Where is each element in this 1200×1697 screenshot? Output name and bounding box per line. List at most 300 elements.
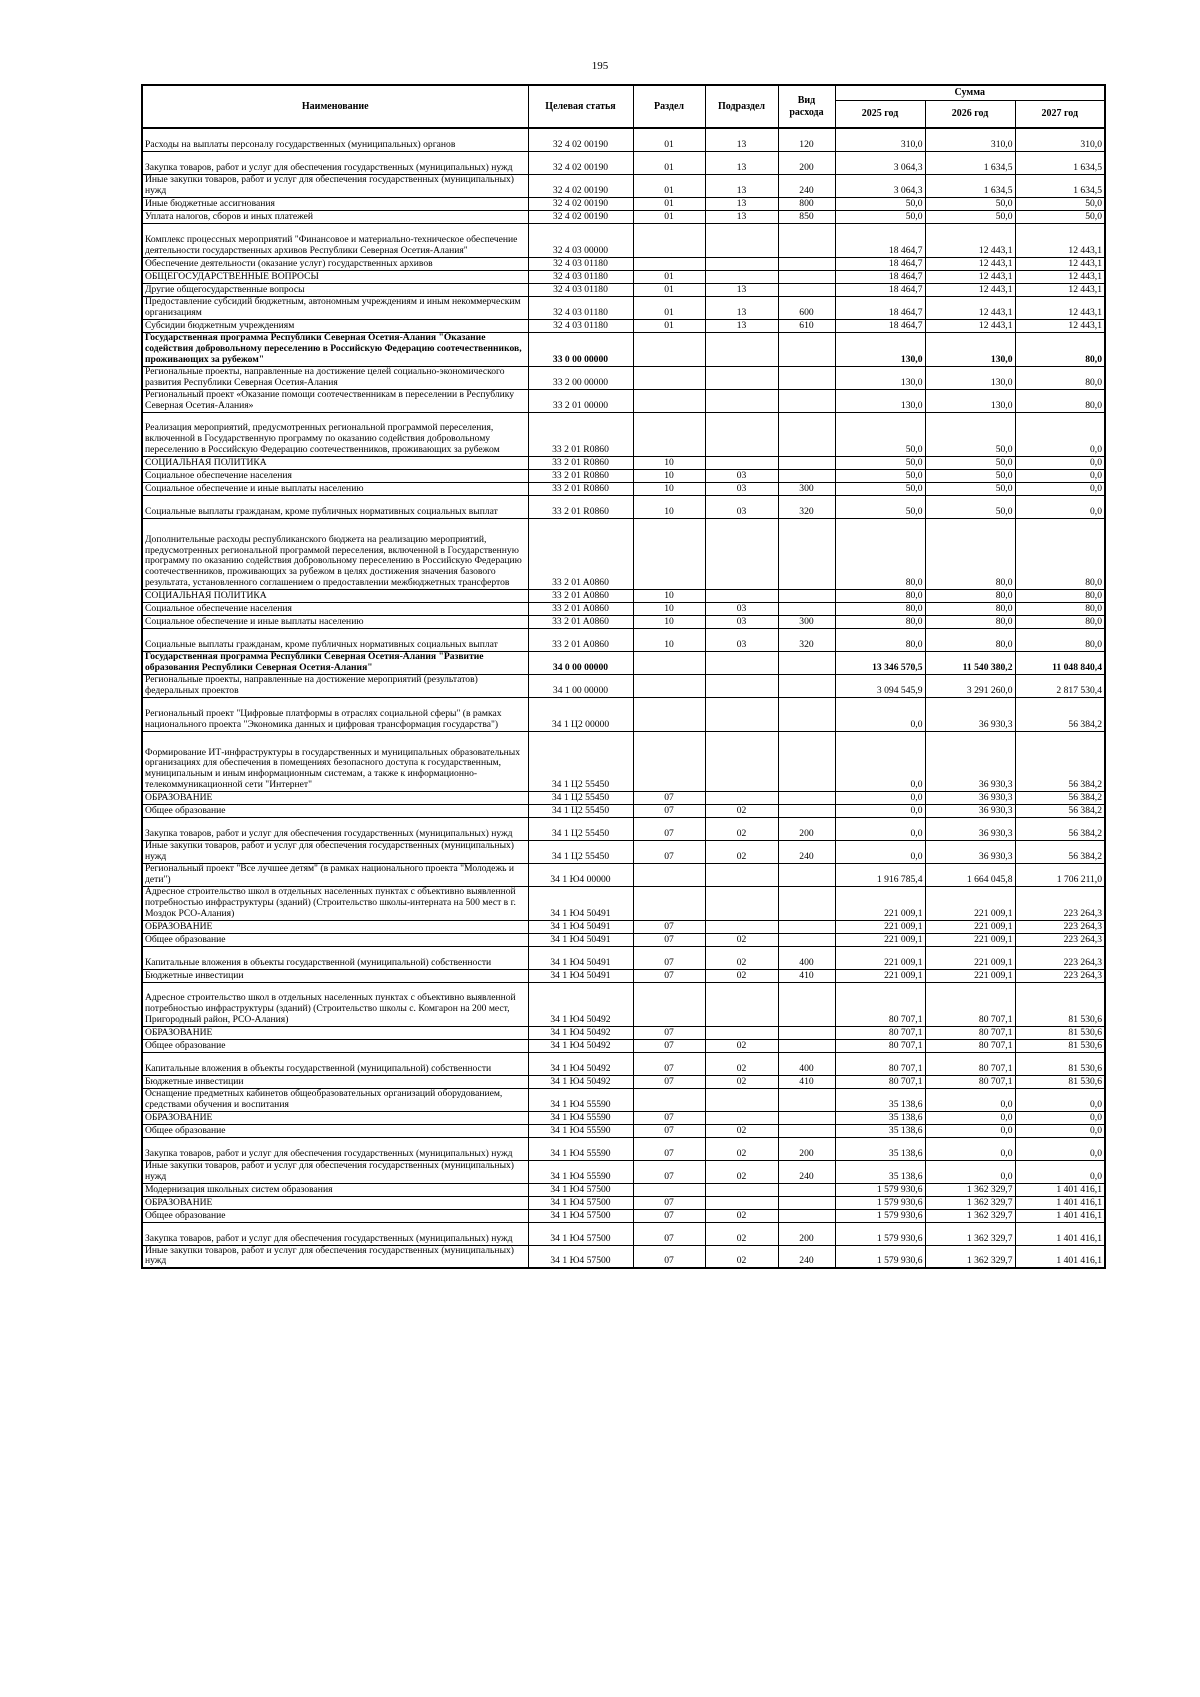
- row-subsection: [705, 731, 778, 791]
- row-target-code: 33 2 01 A0860: [528, 615, 633, 628]
- row-expense-type: [778, 1196, 835, 1209]
- row-target-code: 34 1 Ю4 50492: [528, 982, 633, 1026]
- row-sum-2025: 80 707,1: [835, 1026, 925, 1039]
- row-expense-type: [778, 1088, 835, 1111]
- row-subsection: 13: [705, 319, 778, 332]
- table-row: [142, 1222, 1105, 1245]
- row-sum-2025: 1 579 930,6: [835, 1245, 925, 1268]
- row-section: 07: [633, 933, 705, 946]
- row-sum-2027: 81 530,6: [1015, 1026, 1105, 1039]
- row-sum-2025: 0,0: [835, 697, 925, 731]
- table-row: [142, 602, 1105, 615]
- row-target-code: 34 1 Ю4 50491: [528, 886, 633, 920]
- row-sum-2026: 0,0: [925, 1124, 1015, 1137]
- row-subsection: 03: [705, 482, 778, 495]
- row-subsection: [705, 651, 778, 674]
- row-sum-2025: 0,0: [835, 731, 925, 791]
- table-row: [142, 332, 1105, 366]
- row-target-code: 33 2 00 00000: [528, 366, 633, 389]
- row-sum-2027: 1 634,5: [1015, 151, 1105, 174]
- table-row: [142, 151, 1105, 174]
- row-subsection: 13: [705, 283, 778, 296]
- row-target-code: 33 2 01 R0860: [528, 456, 633, 469]
- row-sum-2027: 223 264,3: [1015, 920, 1105, 933]
- row-expense-type: 400: [778, 1052, 835, 1075]
- row-section: 07: [633, 1039, 705, 1052]
- row-sum-2026: 221 009,1: [925, 886, 1015, 920]
- row-sum-2026: 80,0: [925, 615, 1015, 628]
- row-expense-type: [778, 886, 835, 920]
- row-sum-2025: 221 009,1: [835, 886, 925, 920]
- row-target-code: 33 2 01 R0860: [528, 469, 633, 482]
- row-sum-2027: 12 443,1: [1015, 257, 1105, 270]
- table-row: [142, 697, 1105, 731]
- row-section: 07: [633, 1052, 705, 1075]
- row-expense-type: [778, 933, 835, 946]
- row-subsection: [705, 886, 778, 920]
- row-section: 07: [633, 1137, 705, 1160]
- row-expense-type: [778, 863, 835, 886]
- row-sum-2026: 0,0: [925, 1137, 1015, 1160]
- row-sum-2027: 0,0: [1015, 1111, 1105, 1124]
- row-section: 01: [633, 210, 705, 223]
- row-target-code: 34 1 Ю4 50492: [528, 1075, 633, 1088]
- row-sum-2025: 130,0: [835, 366, 925, 389]
- row-target-code: 34 1 Ю4 50491: [528, 969, 633, 982]
- row-section: [633, 674, 705, 697]
- row-section: 01: [633, 296, 705, 319]
- row-subsection: [705, 456, 778, 469]
- row-subsection: 13: [705, 210, 778, 223]
- row-subsection: 03: [705, 602, 778, 615]
- row-subsection: [705, 1088, 778, 1111]
- row-sum-2026: 310,0: [925, 128, 1015, 151]
- row-name: ОБРАЗОВАНИЕ: [142, 791, 528, 804]
- row-name: Региональные проекты, направленные на достижение мероприятий (результатов) федеральных проектов: [142, 674, 528, 697]
- budget-table: [141, 84, 1106, 1269]
- header-year-2027: 2027 год: [1015, 101, 1105, 129]
- row-target-code: 32 4 03 00000: [528, 223, 633, 257]
- row-sum-2026: 1 634,5: [925, 151, 1015, 174]
- row-sum-2027: 223 264,3: [1015, 946, 1105, 969]
- row-sum-2027: 0,0: [1015, 469, 1105, 482]
- row-expense-type: 200: [778, 1222, 835, 1245]
- row-section: 07: [633, 1124, 705, 1137]
- row-sum-2025: 80,0: [835, 628, 925, 651]
- row-sum-2026: 11 540 380,2: [925, 651, 1015, 674]
- row-expense-type: 850: [778, 210, 835, 223]
- row-name: Закупка товаров, работ и услуг для обеспечения государственных (муниципальных) нужд: [142, 817, 528, 840]
- row-name: Бюджетные инвестиции: [142, 1075, 528, 1088]
- table-row: [142, 1124, 1105, 1137]
- row-subsection: 02: [705, 1075, 778, 1088]
- row-sum-2026: 36 930,3: [925, 840, 1015, 863]
- row-target-code: 34 1 Ю4 57500: [528, 1183, 633, 1196]
- row-sum-2027: 1 706 211,0: [1015, 863, 1105, 886]
- row-name: Уплата налогов, сборов и иных платежей: [142, 210, 528, 223]
- header-name: Наименование: [142, 85, 528, 128]
- row-sum-2025: 221 009,1: [835, 946, 925, 969]
- row-subsection: 02: [705, 804, 778, 817]
- row-expense-type: 410: [778, 969, 835, 982]
- row-subsection: [705, 589, 778, 602]
- row-expense-type: [778, 257, 835, 270]
- header-subsection: Подраздел: [705, 85, 778, 128]
- row-section: [633, 886, 705, 920]
- row-target-code: 34 1 Ц2 55450: [528, 817, 633, 840]
- row-sum-2027: 80,0: [1015, 602, 1105, 615]
- row-target-code: 34 0 00 00000: [528, 651, 633, 674]
- table-header: [142, 85, 1105, 128]
- row-target-code: 33 2 01 A0860: [528, 518, 633, 589]
- table-row: [142, 863, 1105, 886]
- table-row: [142, 1026, 1105, 1039]
- row-sum-2025: 310,0: [835, 128, 925, 151]
- row-subsection: [705, 920, 778, 933]
- row-sum-2027: 56 384,2: [1015, 840, 1105, 863]
- row-name: Комплекс процессных мероприятий "Финансовое и материально-техническое обеспечение деятельности государственных архивов Республики Северная Осетия-Алания": [142, 223, 528, 257]
- row-sum-2026: 50,0: [925, 412, 1015, 456]
- row-section: [633, 412, 705, 456]
- row-expense-type: 600: [778, 296, 835, 319]
- table-row: [142, 886, 1105, 920]
- row-sum-2025: 0,0: [835, 804, 925, 817]
- table-row: [142, 128, 1105, 151]
- row-section: [633, 1088, 705, 1111]
- row-sum-2025: 35 138,6: [835, 1088, 925, 1111]
- row-name: Обеспечение деятельности (оказание услуг) государственных архивов: [142, 257, 528, 270]
- header-expense-type: Вид расхода: [778, 85, 835, 128]
- row-sum-2025: 0,0: [835, 840, 925, 863]
- row-sum-2025: 1 579 930,6: [835, 1209, 925, 1222]
- row-sum-2025: 18 464,7: [835, 257, 925, 270]
- row-sum-2026: 221 009,1: [925, 933, 1015, 946]
- row-expense-type: [778, 982, 835, 1026]
- row-section: 01: [633, 151, 705, 174]
- row-subsection: 03: [705, 495, 778, 518]
- row-sum-2027: 50,0: [1015, 197, 1105, 210]
- row-subsection: [705, 1183, 778, 1196]
- row-target-code: 34 1 Ц2 55450: [528, 804, 633, 817]
- row-sum-2026: 130,0: [925, 332, 1015, 366]
- table-row: [142, 1183, 1105, 1196]
- row-expense-type: [778, 697, 835, 731]
- row-sum-2027: 80,0: [1015, 589, 1105, 602]
- row-section: [633, 332, 705, 366]
- table-row: [142, 319, 1105, 332]
- row-expense-type: 300: [778, 615, 835, 628]
- row-section: 07: [633, 1196, 705, 1209]
- row-section: [633, 389, 705, 412]
- row-subsection: 02: [705, 969, 778, 982]
- row-expense-type: 200: [778, 151, 835, 174]
- table-row: [142, 1111, 1105, 1124]
- table-row: [142, 412, 1105, 456]
- row-sum-2026: 12 443,1: [925, 319, 1015, 332]
- row-sum-2025: 3 094 545,9: [835, 674, 925, 697]
- row-subsection: 13: [705, 197, 778, 210]
- row-sum-2027: 310,0: [1015, 128, 1105, 151]
- row-section: [633, 731, 705, 791]
- row-name: Расходы на выплаты персоналу государственных (муниципальных) органов: [142, 128, 528, 151]
- row-target-code: 33 2 01 A0860: [528, 602, 633, 615]
- row-sum-2025: 1 916 785,4: [835, 863, 925, 886]
- row-name: ОБРАЗОВАНИЕ: [142, 1111, 528, 1124]
- row-sum-2026: 50,0: [925, 197, 1015, 210]
- row-sum-2025: 0,0: [835, 791, 925, 804]
- row-sum-2026: 36 930,3: [925, 791, 1015, 804]
- row-sum-2025: 35 138,6: [835, 1160, 925, 1183]
- row-expense-type: [778, 804, 835, 817]
- table-row: [142, 495, 1105, 518]
- row-expense-type: 240: [778, 174, 835, 197]
- row-section: 07: [633, 1245, 705, 1268]
- row-target-code: 32 4 03 01180: [528, 270, 633, 283]
- row-expense-type: [778, 731, 835, 791]
- row-name: Предоставление субсидий бюджетным, автономным учреждениям и иным некоммерческим организациям: [142, 296, 528, 319]
- row-sum-2025: 130,0: [835, 332, 925, 366]
- table-row: [142, 366, 1105, 389]
- row-sum-2026: 1 362 329,7: [925, 1222, 1015, 1245]
- row-name: Иные бюджетные ассигнования: [142, 197, 528, 210]
- table-row: [142, 920, 1105, 933]
- row-section: 01: [633, 270, 705, 283]
- row-name: Оснащение предметных кабинетов общеобразовательных организаций оборудованием, средствами обучения и воспитания: [142, 1088, 528, 1111]
- row-sum-2025: 221 009,1: [835, 920, 925, 933]
- row-section: [633, 1183, 705, 1196]
- row-sum-2027: 12 443,1: [1015, 296, 1105, 319]
- row-sum-2026: 80,0: [925, 518, 1015, 589]
- row-sum-2025: 80,0: [835, 615, 925, 628]
- row-sum-2026: 80 707,1: [925, 1026, 1015, 1039]
- row-sum-2027: 50,0: [1015, 210, 1105, 223]
- row-expense-type: 320: [778, 495, 835, 518]
- row-subsection: [705, 389, 778, 412]
- table-row: [142, 389, 1105, 412]
- row-name: Формирование ИТ-инфраструктуры в государственных и муниципальных образовательных организациях для обеспечения в помещениях безопасного доступа к государственным, муниципальным и иным информационным системам, а также к информационно-телекоммуникационной сети "Интернет": [142, 731, 528, 791]
- row-expense-type: [778, 1183, 835, 1196]
- table-row: [142, 456, 1105, 469]
- row-target-code: 33 2 01 A0860: [528, 589, 633, 602]
- row-name: Общее образование: [142, 1039, 528, 1052]
- row-sum-2027: 11 048 840,4: [1015, 651, 1105, 674]
- row-section: [633, 366, 705, 389]
- row-name: ОБЩЕГОСУДАРСТВЕННЫЕ ВОПРОСЫ: [142, 270, 528, 283]
- table-row: [142, 283, 1105, 296]
- row-name: ОБРАЗОВАНИЕ: [142, 920, 528, 933]
- row-sum-2027: 1 401 416,1: [1015, 1196, 1105, 1209]
- row-name: Социальное обеспечение населения: [142, 469, 528, 482]
- row-target-code: 34 1 Ю4 50492: [528, 1052, 633, 1075]
- row-subsection: 02: [705, 1039, 778, 1052]
- row-sum-2025: 50,0: [835, 456, 925, 469]
- row-sum-2026: 80,0: [925, 589, 1015, 602]
- row-target-code: 34 1 Ц2 55450: [528, 731, 633, 791]
- row-name: Капитальные вложения в объекты государственной (муниципальной) собственности: [142, 946, 528, 969]
- row-name: Бюджетные инвестиции: [142, 969, 528, 982]
- row-subsection: [705, 257, 778, 270]
- row-sum-2025: 50,0: [835, 495, 925, 518]
- row-sum-2027: 0,0: [1015, 412, 1105, 456]
- table-row: [142, 257, 1105, 270]
- row-sum-2027: 81 530,6: [1015, 1039, 1105, 1052]
- row-sum-2026: 130,0: [925, 366, 1015, 389]
- row-section: 07: [633, 840, 705, 863]
- row-expense-type: [778, 469, 835, 482]
- row-subsection: 13: [705, 128, 778, 151]
- table-row: [142, 197, 1105, 210]
- row-subsection: [705, 518, 778, 589]
- row-target-code: 32 4 02 00190: [528, 210, 633, 223]
- row-target-code: 34 1 00 00000: [528, 674, 633, 697]
- row-subsection: 13: [705, 151, 778, 174]
- row-sum-2026: 80 707,1: [925, 1039, 1015, 1052]
- row-section: 01: [633, 197, 705, 210]
- row-sum-2026: 0,0: [925, 1160, 1015, 1183]
- row-sum-2025: 1 579 930,6: [835, 1222, 925, 1245]
- row-sum-2025: 50,0: [835, 197, 925, 210]
- row-target-code: 34 1 Ц2 55450: [528, 791, 633, 804]
- table-row: [142, 1160, 1105, 1183]
- row-sum-2026: 50,0: [925, 482, 1015, 495]
- row-target-code: 34 1 Ю4 50491: [528, 920, 633, 933]
- row-sum-2025: 18 464,7: [835, 283, 925, 296]
- row-sum-2025: 1 579 930,6: [835, 1183, 925, 1196]
- row-name: ОБРАЗОВАНИЕ: [142, 1196, 528, 1209]
- row-section: 10: [633, 602, 705, 615]
- row-subsection: 02: [705, 1160, 778, 1183]
- row-sum-2025: 35 138,6: [835, 1111, 925, 1124]
- table-row: [142, 174, 1105, 197]
- row-name: Социальное обеспечение и иные выплаты населению: [142, 482, 528, 495]
- row-sum-2026: 12 443,1: [925, 223, 1015, 257]
- row-sum-2025: 0,0: [835, 817, 925, 840]
- row-name: Государственная программа Республики Северная Осетия-Алания "Оказание содействия добровольному переселению в Российскую Федерацию соотечественников, проживающих за рубежом": [142, 332, 528, 366]
- row-subsection: [705, 270, 778, 283]
- table-row: [142, 589, 1105, 602]
- row-sum-2025: 80 707,1: [835, 1075, 925, 1088]
- row-sum-2026: 36 930,3: [925, 817, 1015, 840]
- table-row: [142, 1245, 1105, 1268]
- row-target-code: 34 1 Ю4 50492: [528, 1039, 633, 1052]
- row-sum-2026: 1 362 329,7: [925, 1196, 1015, 1209]
- row-target-code: 34 1 Ю4 55590: [528, 1088, 633, 1111]
- table-row: [142, 210, 1105, 223]
- row-target-code: 34 1 Ю4 55590: [528, 1124, 633, 1137]
- row-section: 07: [633, 1026, 705, 1039]
- row-name: Общее образование: [142, 933, 528, 946]
- table-row: [142, 1209, 1105, 1222]
- row-target-code: 32 4 02 00190: [528, 174, 633, 197]
- row-expense-type: [778, 1026, 835, 1039]
- table-row: [142, 270, 1105, 283]
- row-sum-2027: 0,0: [1015, 1088, 1105, 1111]
- row-name: Региональный проект "Все лучшее детям" (в рамках национального проекта "Молодежь и дети"): [142, 863, 528, 886]
- row-sum-2025: 50,0: [835, 210, 925, 223]
- row-subsection: 02: [705, 1137, 778, 1160]
- row-expense-type: 800: [778, 197, 835, 210]
- row-sum-2026: 12 443,1: [925, 283, 1015, 296]
- row-expense-type: [778, 674, 835, 697]
- table-row: [142, 804, 1105, 817]
- row-expense-type: 240: [778, 840, 835, 863]
- table-body: [142, 128, 1105, 1268]
- row-sum-2026: 1 362 329,7: [925, 1183, 1015, 1196]
- row-sum-2025: 3 064,3: [835, 151, 925, 174]
- row-subsection: [705, 697, 778, 731]
- row-name: СОЦИАЛЬНАЯ ПОЛИТИКА: [142, 456, 528, 469]
- header-year-2026: 2026 год: [925, 101, 1015, 129]
- table-row: [142, 969, 1105, 982]
- row-subsection: [705, 223, 778, 257]
- table-row: [142, 1075, 1105, 1088]
- row-sum-2027: 0,0: [1015, 456, 1105, 469]
- row-expense-type: 400: [778, 946, 835, 969]
- row-expense-type: [778, 1039, 835, 1052]
- row-expense-type: [778, 791, 835, 804]
- row-section: 10: [633, 469, 705, 482]
- row-sum-2025: 18 464,7: [835, 296, 925, 319]
- row-sum-2027: 12 443,1: [1015, 270, 1105, 283]
- row-subsection: [705, 863, 778, 886]
- row-subsection: [705, 791, 778, 804]
- row-sum-2025: 80,0: [835, 589, 925, 602]
- row-name: Реализация мероприятий, предусмотренных региональной программой переселения, включенной в Государственную программу по оказанию содействия добровольному переселению в Российскую Федерацию соотечественников, проживающих за рубежом: [142, 412, 528, 456]
- row-name: Модернизация школьных систем образования: [142, 1183, 528, 1196]
- row-target-code: 33 2 01 A0860: [528, 628, 633, 651]
- row-sum-2025: 80 707,1: [835, 982, 925, 1026]
- row-sum-2027: 1 634,5: [1015, 174, 1105, 197]
- row-sum-2026: 36 930,3: [925, 804, 1015, 817]
- row-sum-2025: 18 464,7: [835, 270, 925, 283]
- row-name: Другие общегосударственные вопросы: [142, 283, 528, 296]
- row-name: ОБРАЗОВАНИЕ: [142, 1026, 528, 1039]
- row-sum-2027: 1 401 416,1: [1015, 1209, 1105, 1222]
- row-subsection: 02: [705, 1209, 778, 1222]
- row-sum-2027: 80,0: [1015, 518, 1105, 589]
- row-expense-type: [778, 456, 835, 469]
- row-sum-2026: 1 362 329,7: [925, 1245, 1015, 1268]
- row-sum-2027: 56 384,2: [1015, 817, 1105, 840]
- row-sum-2025: 80 707,1: [835, 1052, 925, 1075]
- row-expense-type: [778, 651, 835, 674]
- row-section: [633, 223, 705, 257]
- table-row: [142, 933, 1105, 946]
- row-target-code: 34 1 Ю4 00000: [528, 863, 633, 886]
- table-row: [142, 982, 1105, 1026]
- row-target-code: 33 2 01 R0860: [528, 412, 633, 456]
- row-section: [633, 257, 705, 270]
- row-name: Социальные выплаты гражданам, кроме публичных нормативных социальных выплат: [142, 628, 528, 651]
- row-sum-2027: 56 384,2: [1015, 791, 1105, 804]
- row-section: 07: [633, 1075, 705, 1088]
- row-subsection: [705, 674, 778, 697]
- row-section: 10: [633, 615, 705, 628]
- row-expense-type: [778, 389, 835, 412]
- row-sum-2025: 35 138,6: [835, 1124, 925, 1137]
- row-name: СОЦИАЛЬНАЯ ПОЛИТИКА: [142, 589, 528, 602]
- row-name: Региональный проект "Цифровые платформы в отраслях социальной сферы" (в рамках национального проекта "Экономика данных и цифровая трансформация государства"): [142, 697, 528, 731]
- table-row: [142, 674, 1105, 697]
- row-sum-2027: 0,0: [1015, 495, 1105, 518]
- row-sum-2025: 80,0: [835, 518, 925, 589]
- row-sum-2026: 50,0: [925, 456, 1015, 469]
- row-target-code: 33 2 01 R0860: [528, 482, 633, 495]
- row-subsection: [705, 332, 778, 366]
- row-section: 07: [633, 920, 705, 933]
- row-name: Капитальные вложения в объекты государственной (муниципальной) собственности: [142, 1052, 528, 1075]
- row-sum-2027: 56 384,2: [1015, 731, 1105, 791]
